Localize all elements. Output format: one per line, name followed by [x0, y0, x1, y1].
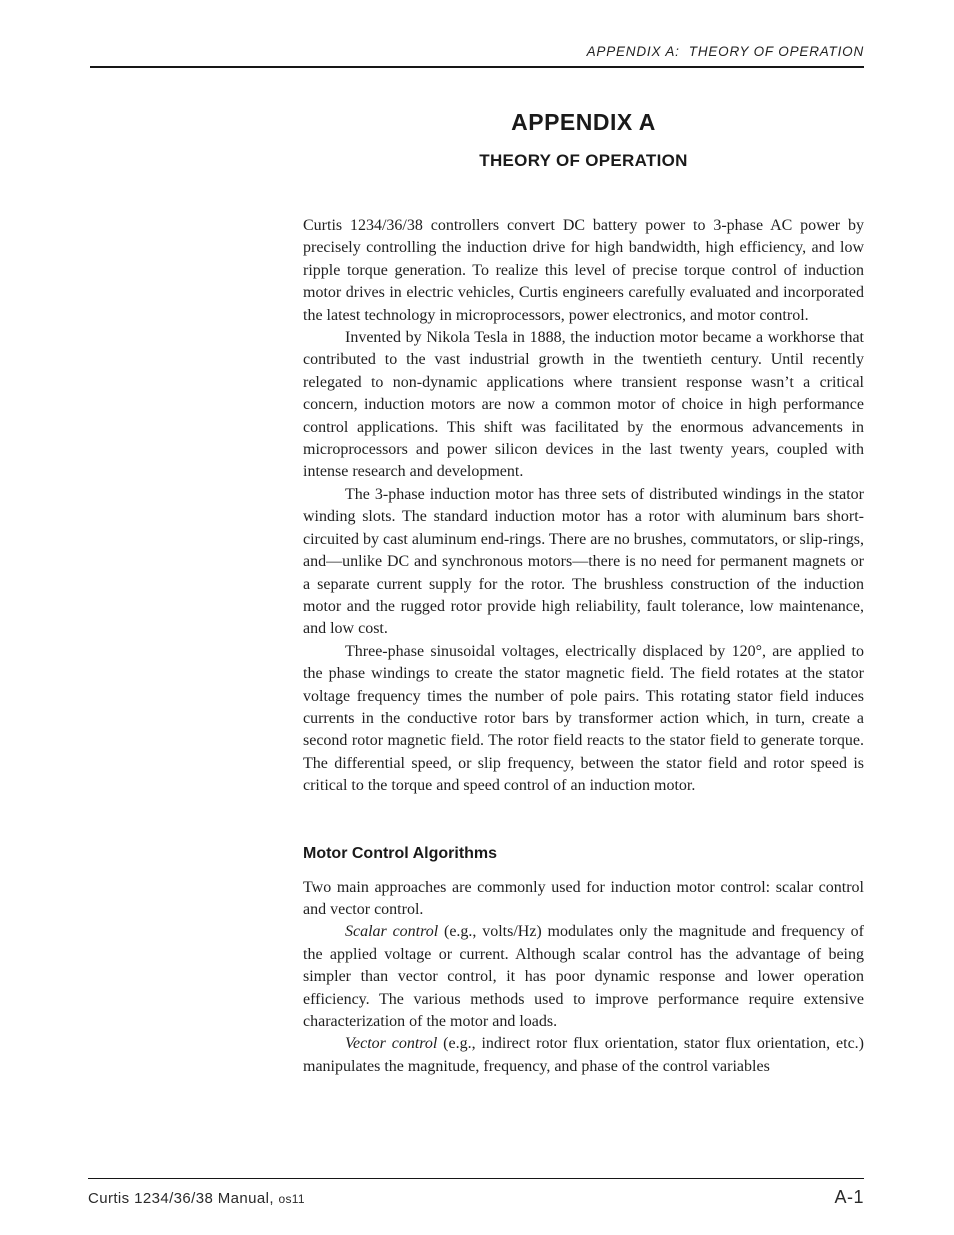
section-paragraph-3-text: (e.g., indirect rotor flux orientation, stator flux orientation, etc.) manipulates the magnitude, frequency, and phase of the control variables	[303, 1035, 865, 1075]
text-column	[303, 0, 864, 1078]
appendix-subtitle: THEORY OF OPERATION	[479, 151, 688, 170]
intro-paragraph-3: The 3-phase induction motor has three sets of distributed windings in the stator winding slots. The standard induction motor has a rotor with aluminum bars short-circuited by cast aluminum end-rings. There are no brushes, commutators, or slip-rings, and—unlike DC and synchronous motors—there is no need for permanent magnets or a separate current supply for the rotor. The brushless construction of the induction motor and the rugged rotor provide high reliability, fault tolerance, low maintenance, and low cost.	[303, 485, 864, 638]
intro-paragraph-1: Curtis 1234/36/38 controllers convert DC battery power to 3-phase AC power by precisely controlling the induction drive for high bandwidth, high efficiency, and low ripple torque generation. To realize this level of precise torque control of induction motor drives in electric vehicles, Curtis engineers carefully evaluated and incorporated the latest technology in microprocessors, power electronics, and motor control.	[303, 217, 864, 324]
section-paragraph-2-text: (e.g., volts/Hz) modulates only the magnitude and frequency of the applied voltage or current. Although scalar control has the advantage of being simpler than vector control, it has poor dynamic response and lower operation efficiency. The various methods used to improve performance require extensive characterization of the motor and loads.	[303, 923, 864, 1030]
intro-paragraph-2: Invented by Nikola Tesla in 1888, the induction motor became a workhorse that contributed to the vast industrial growth in the twentieth century. Until recently relegated to non-dynamic applications where transient response wasn’t a critical concern, induction motors are now a common motor of choice in high performance control applications. This shift was facilitated by the enormous advancements in microprocessors and power silicon devices in the last twenty years, coupled with intense research and development.	[303, 329, 864, 481]
manual-title-text: Curtis 1234/36/38 Manual,	[88, 1190, 274, 1207]
footer-rule	[88, 1178, 864, 1179]
section-paragraph-2	[303, 921, 864, 1033]
footer-row	[88, 1187, 864, 1208]
term-scalar-control: Scalar control	[345, 923, 439, 941]
running-header-title: APPENDIX A: THEORY OF OPERATION	[586, 44, 864, 59]
page-footer	[88, 1170, 864, 1208]
appendix-title: APPENDIX A	[511, 109, 656, 135]
term-vector-control: Vector control	[345, 1035, 438, 1053]
page-number: A-1	[834, 1187, 864, 1207]
manual-title	[88, 1190, 305, 1207]
intro-paragraph-4: Three-phase sinusoidal voltages, electrically displaced by 120°, are applied to the phase windings to create the stator magnetic field. The field rotates at the stator voltage frequency times the number of pole pairs. This rotating stator field induces currents in the conductive rotor bars by transformer action which, in turn, create a second rotor magnetic field. The rotor field reacts to the stator field to generate torque. The differential speed, or slip frequency, between the stator field and rotor speed is critical to the torque and speed control of an induction motor.	[303, 642, 864, 795]
manual-edition: os11	[278, 1192, 305, 1206]
section-heading-motor-control-algorithms: Motor Control Algorithms	[303, 844, 498, 862]
section-paragraph-3	[303, 1033, 864, 1078]
section-paragraph-1: Two main approaches are commonly used for induction motor control: scalar control and vector control.	[303, 878, 864, 918]
